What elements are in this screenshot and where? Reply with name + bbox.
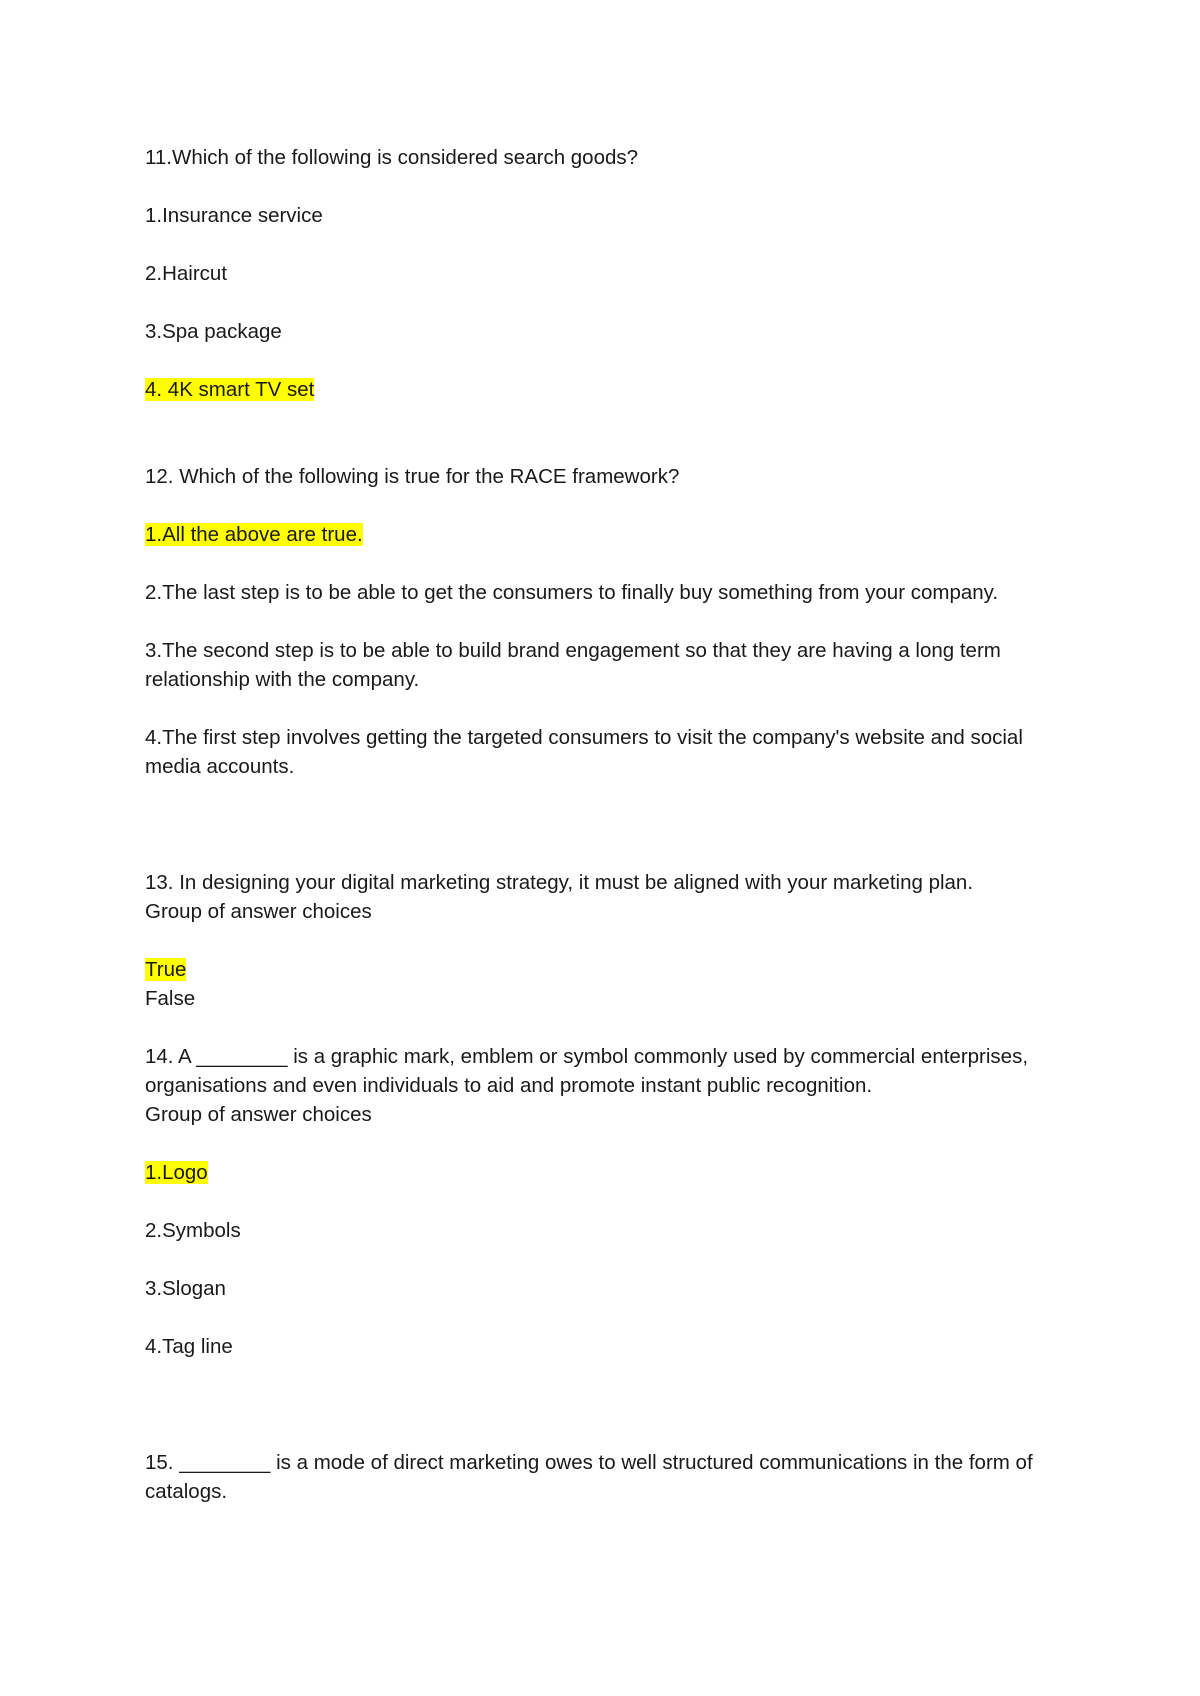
answer-highlight: 4. 4K smart TV set <box>145 378 315 401</box>
question-text: 15. ________ is a mode of direct marketing owes to well structured communications in the form of catalogs. <box>145 1451 1033 1503</box>
question-13 <box>145 868 1075 1013</box>
spacer <box>145 1390 1075 1448</box>
answer-option-correct <box>145 520 1075 549</box>
spacer <box>145 433 1075 462</box>
answer-option: 2.The last step is to be able to get the consumers to finally buy something from your company. <box>145 581 999 604</box>
spacer <box>145 810 1075 868</box>
answer-option-correct <box>145 1158 1075 1187</box>
answer-highlight: 1.Logo <box>145 1161 208 1184</box>
question-15 <box>145 1448 1075 1506</box>
answer-highlight: 1.All the above are true. <box>145 523 363 546</box>
answer-highlight: True <box>145 958 187 981</box>
answer-option: 2.Symbols <box>145 1219 241 1242</box>
answer-option: 4.Tag line <box>145 1335 233 1358</box>
question-text: 13. In designing your digital marketing strategy, it must be aligned with your marketing plan. <box>145 871 974 894</box>
answer-option: 1.Insurance service <box>145 204 323 227</box>
group-label: Group of answer choices <box>145 1103 372 1126</box>
document-body <box>145 143 1075 1535</box>
answer-option-correct <box>145 375 1075 404</box>
answer-option: False <box>145 987 196 1010</box>
answer-option: 3.The second step is to be able to build brand engagement so that they are having a long term relationship with the company. <box>145 639 1001 691</box>
question-text: 12. Which of the following is true for the RACE framework? <box>145 465 680 488</box>
answer-option-correct <box>145 955 1075 984</box>
group-label: Group of answer choices <box>145 900 372 923</box>
answer-option: 4.The first step involves getting the targeted consumers to visit the company's website and social media accounts. <box>145 726 1023 778</box>
answer-option: 3.Spa package <box>145 320 282 343</box>
question-11 <box>145 143 1075 404</box>
answer-option: 3.Slogan <box>145 1277 226 1300</box>
question-12 <box>145 462 1075 781</box>
question-text: 14. A ________ is a graphic mark, emblem or symbol commonly used by commercial enterprises, organisations and even individuals to aid and promote instant public recognition. <box>145 1045 1029 1097</box>
question-14 <box>145 1042 1075 1361</box>
question-text: 11.Which of the following is considered search goods? <box>145 146 639 169</box>
answer-option: 2.Haircut <box>145 262 228 285</box>
